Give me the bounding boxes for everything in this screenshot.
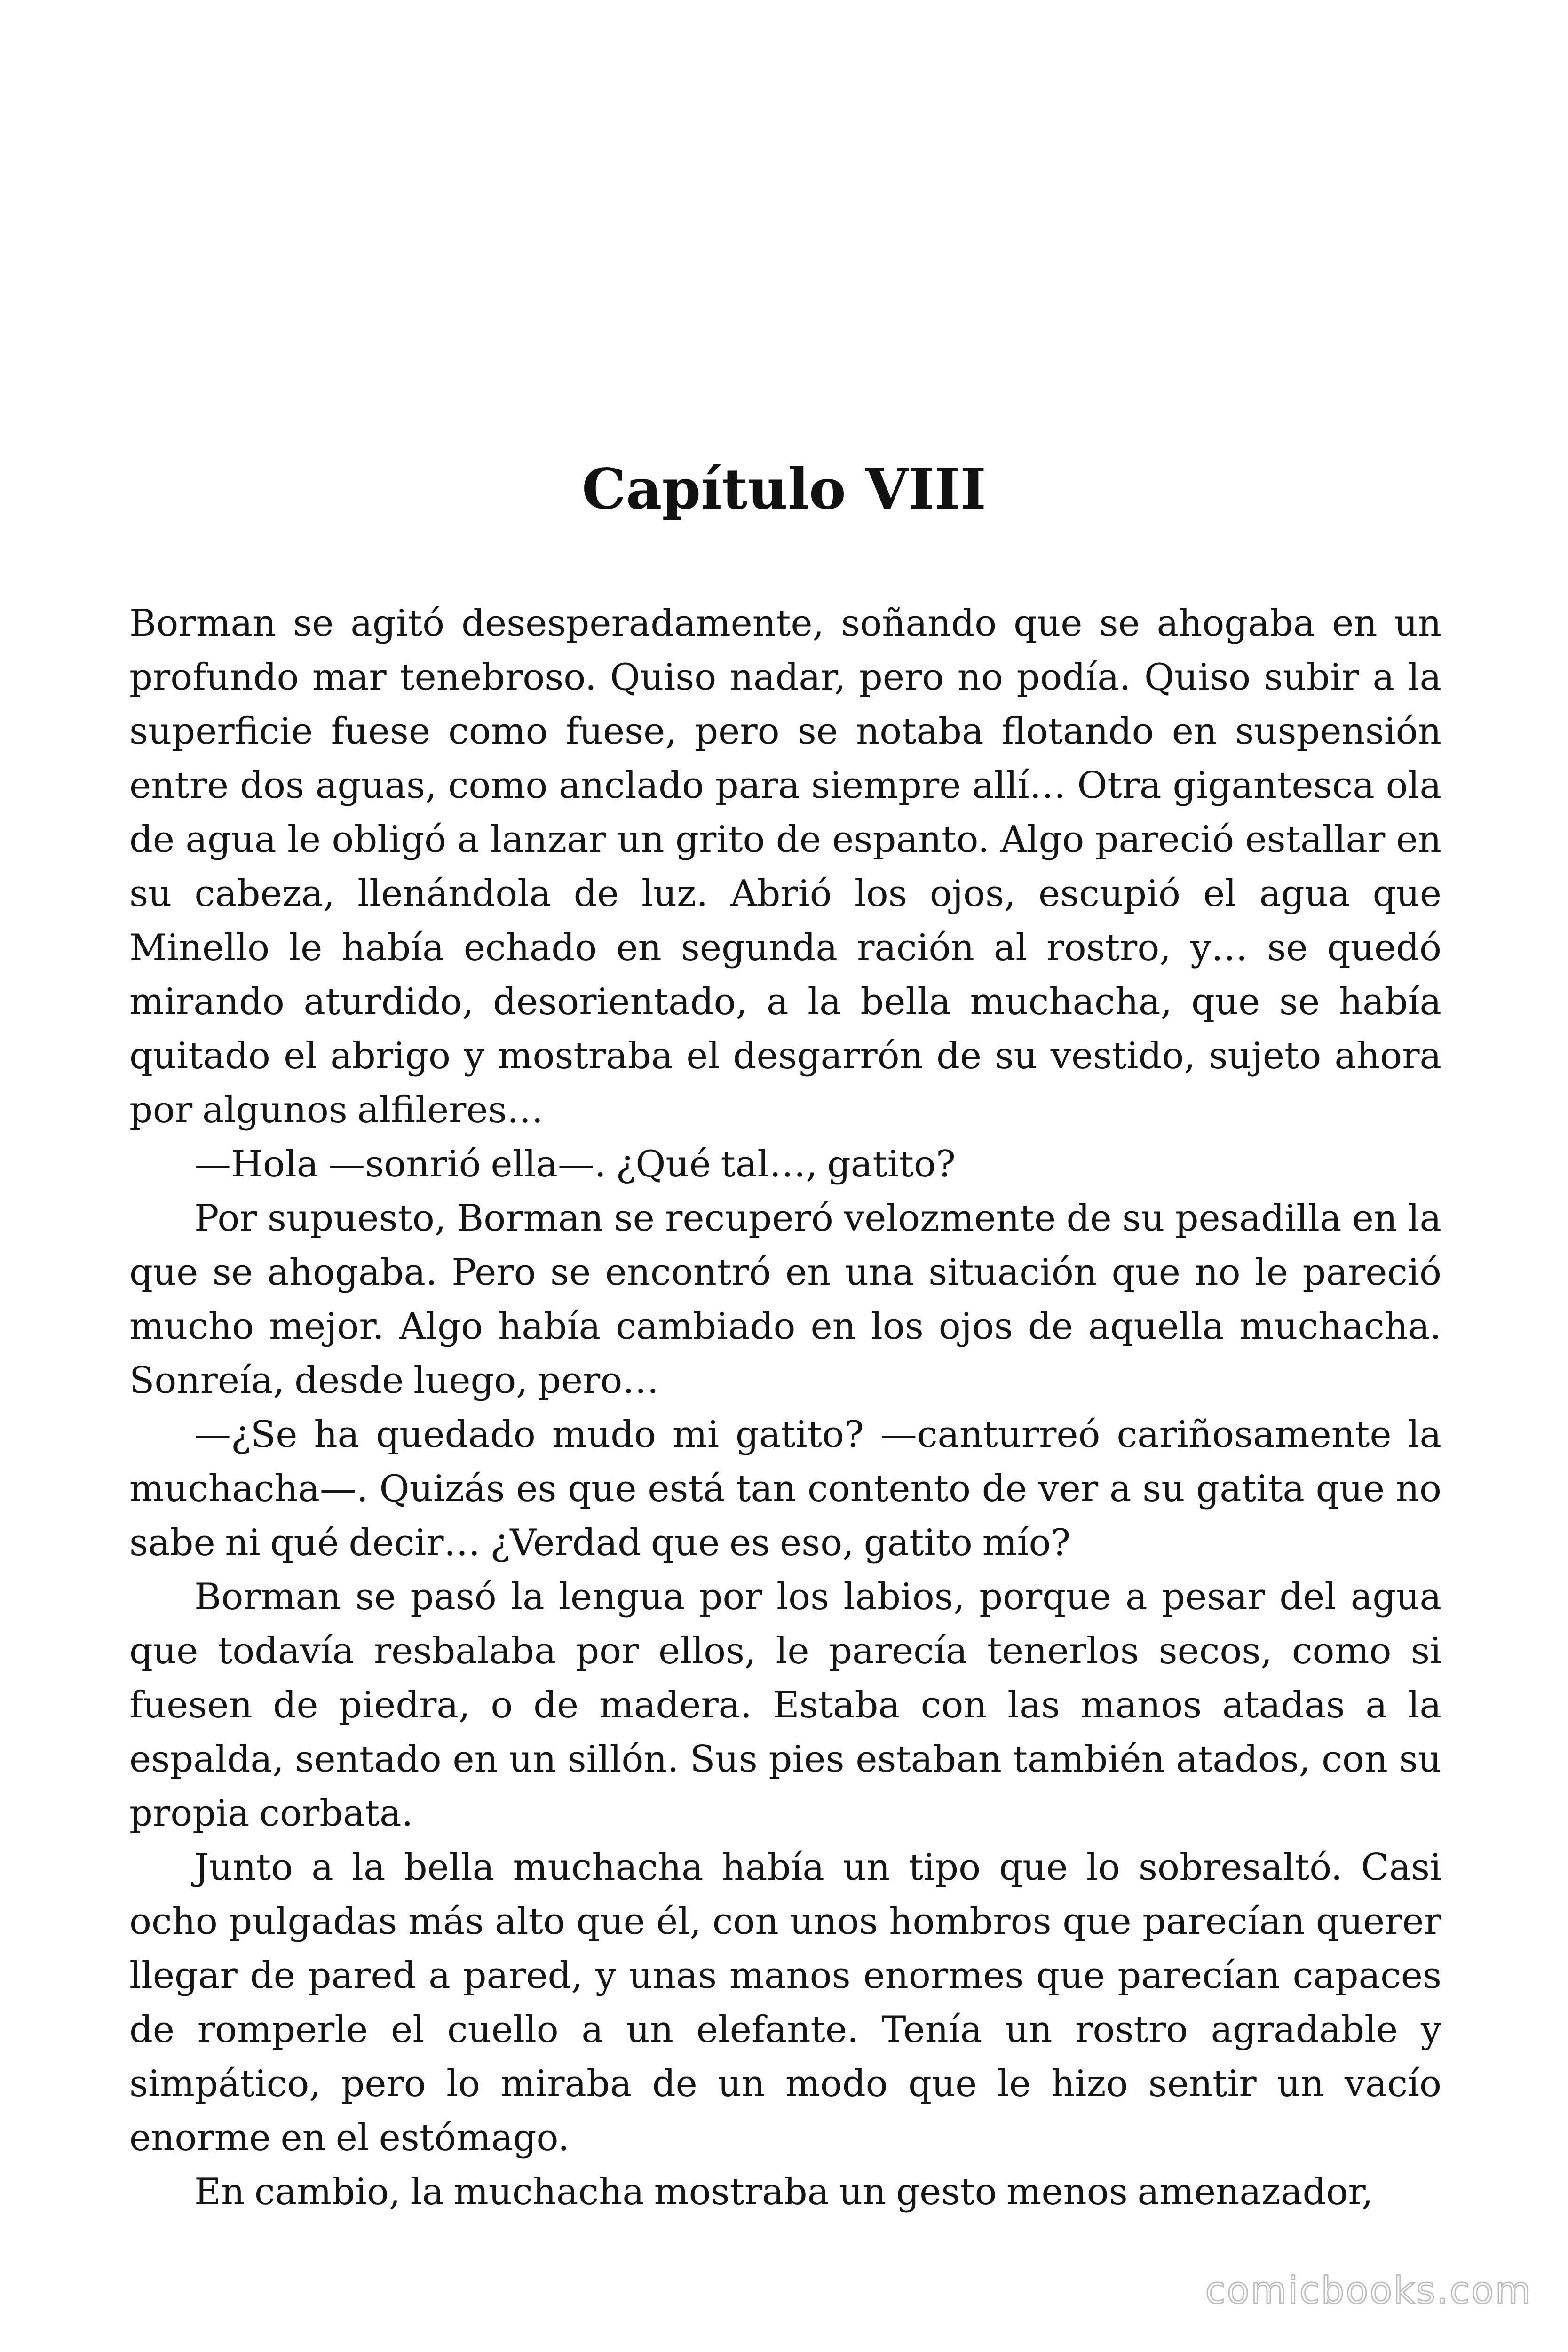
- chapter-title: Capítulo VIII: [582, 456, 986, 522]
- paragraph: En cambio, la muchacha mostraba un gesto menos amenazador,: [194, 2171, 1373, 2213]
- watermark: comicbooks.com: [1205, 2270, 1532, 2312]
- paragraph: Borman se pasó la lengua por los labios, porque a pesar del agua que todavía resbalaba por ellos, le parecía tenerlos secos, como si fuesen de piedra, o de madera. Estaba con las manos atadas a la espalda, sentado en un sillón. Sus pies estaban también atados, con su propia corbata.: [129, 1576, 1441, 1835]
- paragraph: Borman se agitó desesperadamente, soñando que se ahogaba en un profundo mar tenebroso. Quiso nadar, pero no podía. Quiso subir a la superficie fuese como fuese, pero se notaba flotando en suspensión entre dos aguas, como anclado para siempre allí… Otra gigantesca ola de agua le obligó a lanzar un grito de espanto. Algo pareció estallar en su cabeza, llenándola de luz. Abrió los ojos, escupió el agua que Minello le había echado en segunda ración al rostro, y… se quedó mirando aturdido, desorientado, a la bella muchacha, que se había quitado el abrigo y mostraba el desgarrón de su vestido, sujeto ahora por algunos alfileres…: [129, 602, 1441, 1131]
- paragraph: —¿Se ha quedado mudo mi gatito? —canturreó cariñosamente la muchacha—. Quizás es que está tan contento de ver a su gatita que no sabe ni qué decir… ¿Verdad que es eso, gatito mío?: [129, 1414, 1441, 1564]
- paragraph: Por supuesto, Borman se recuperó velozmente de su pesadilla en la que se ahogaba. Pero se encontró en una situación que no le pareció mucho mejor. Algo había cambiado en los ojos de aquella muchacha. Sonreía, desde luego, pero…: [129, 1197, 1441, 1402]
- paragraph: —Hola —sonrió ella—. ¿Qué tal…, gatito?: [194, 1143, 956, 1185]
- paragraph: Junto a la bella muchacha había un tipo que lo sobresaltó. Casi ocho pulgadas más alto que él, con unos hombros que parecían querer llegar de pared a pared, y unas manos enormes que parecían capaces de romperle el cuello a un elefante. Tenía un rostro agradable y simpático, pero lo miraba de un modo que le hizo sentir un vacío enorme en el estómago.: [129, 1846, 1441, 2159]
- chapter-body: [129, 596, 1441, 2219]
